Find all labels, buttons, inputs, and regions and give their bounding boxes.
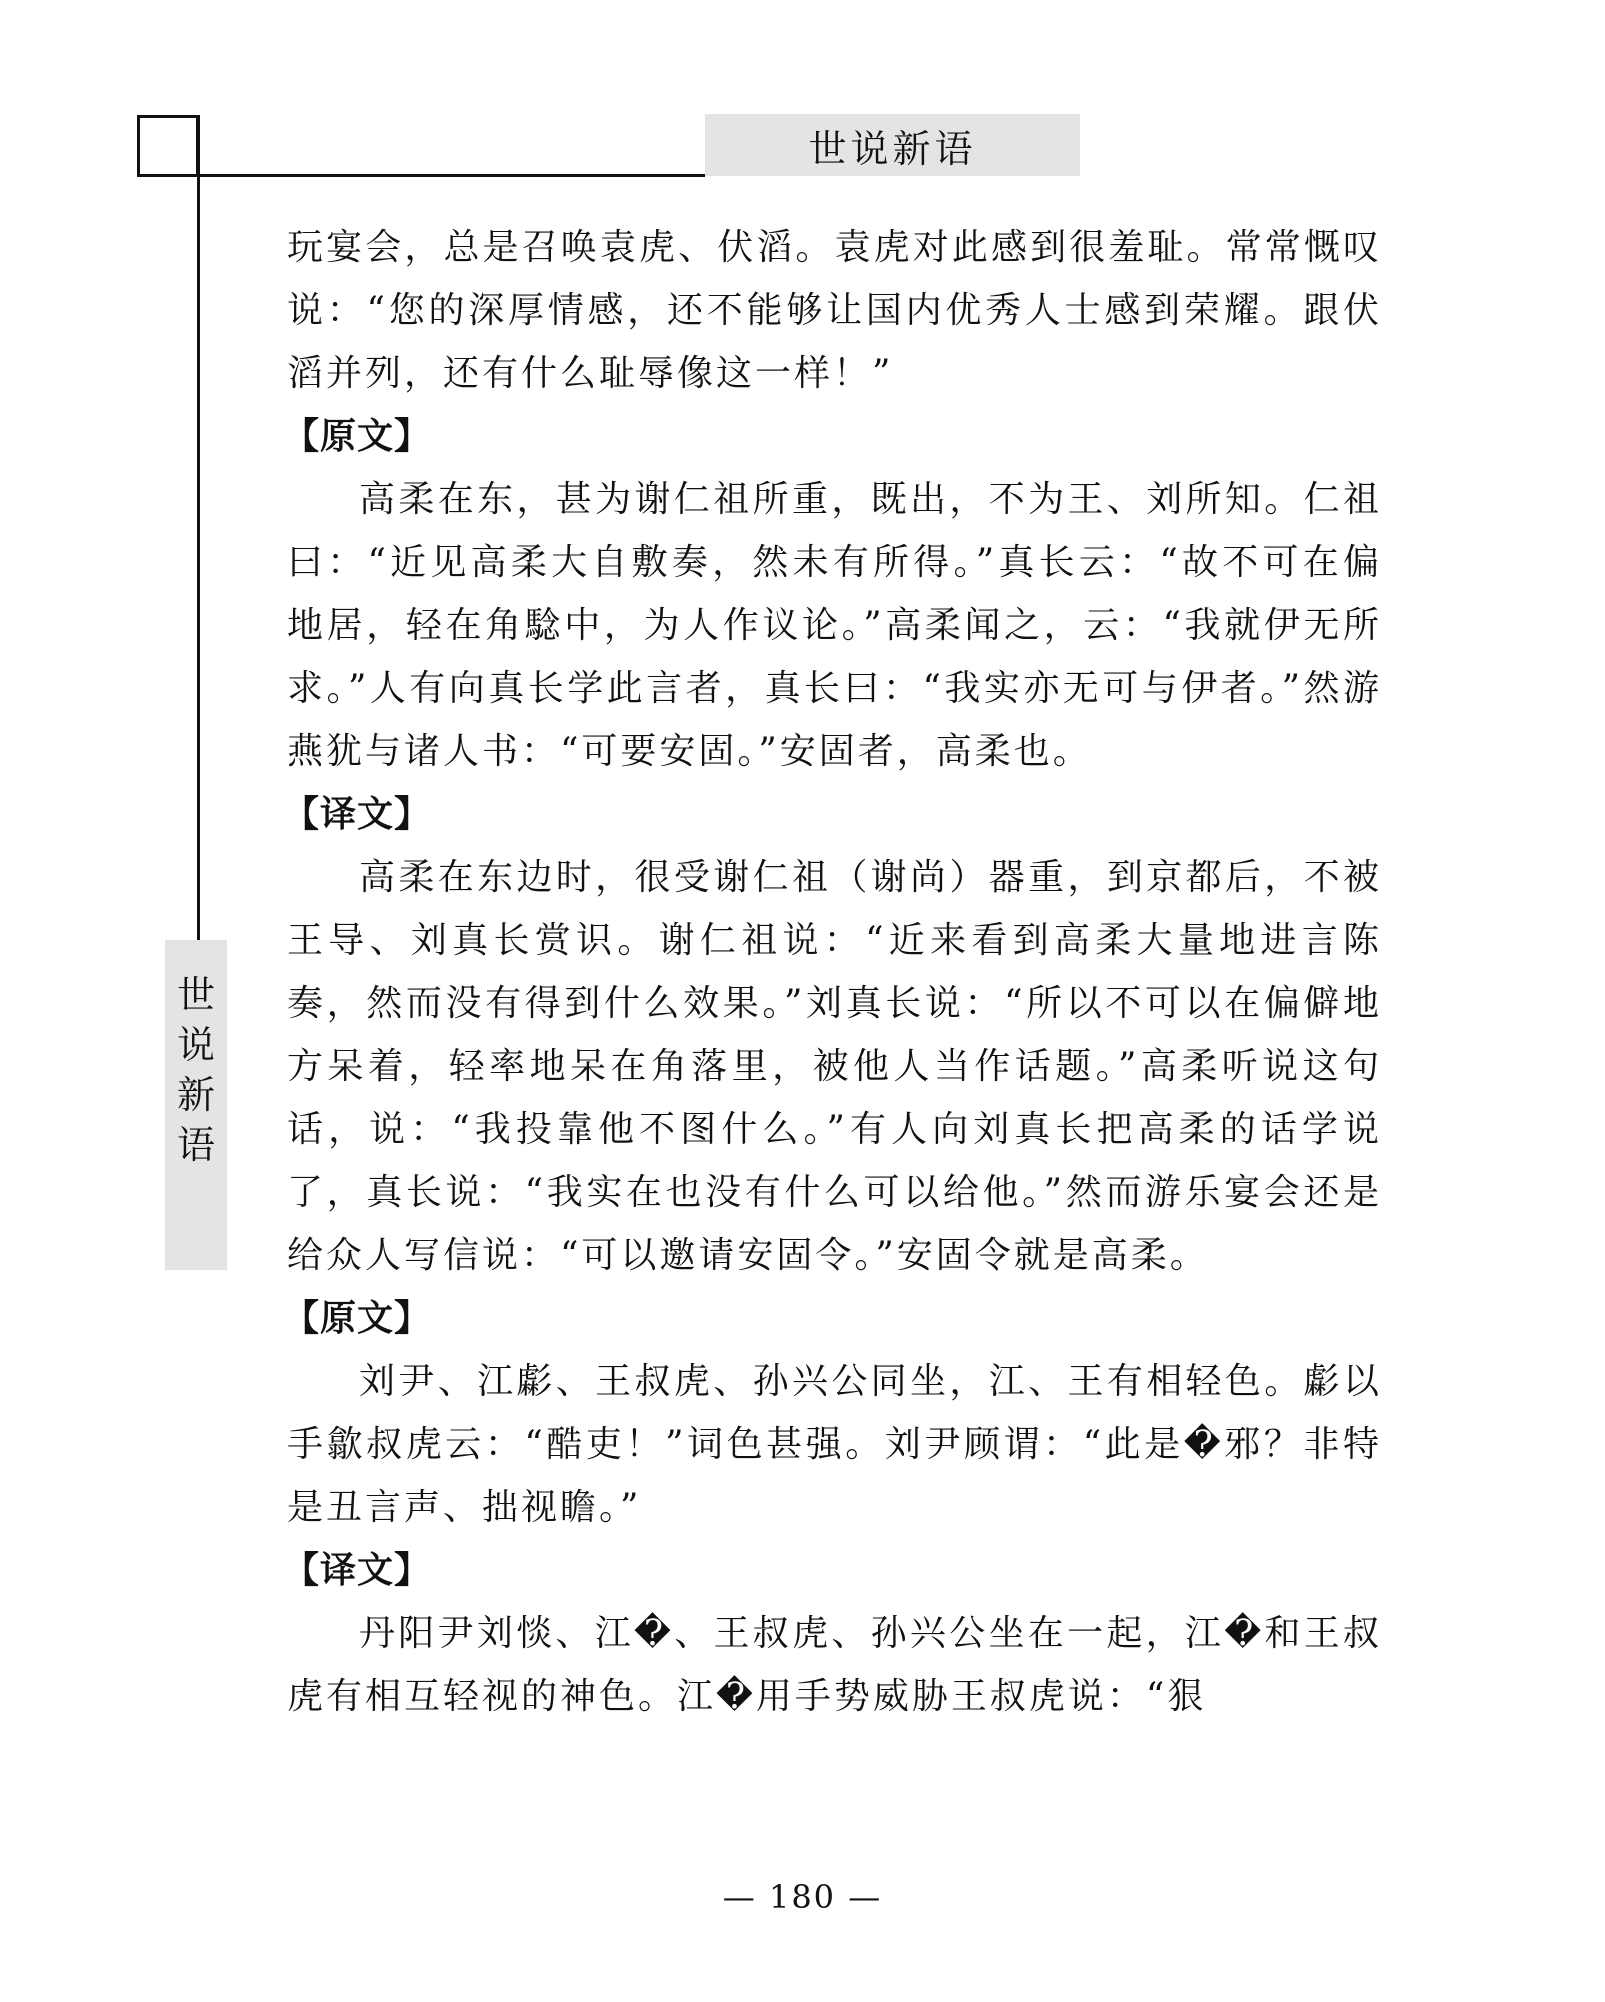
translation-paragraph: 丹阳尹刘惔、江�、王叔虎、孙兴公坐在一起，江�和王叔虎有相互轻视的神色。江�用手势威胁王叔虎说：“狠 [287,1613,1382,1717]
side-tab-char: 新 [176,1073,215,1117]
header-rule [137,174,705,177]
margin-vertical-rule [197,115,200,940]
running-header-title-text: 世说新语 [808,126,977,171]
translation-paragraph-continued: 玩宴会，总是召唤袁虎、伏滔。袁虎对此感到很羞耻。常常慨叹说：“您的深厚情感，还不能够让国内优秀人士感到荣耀。跟伏滔并列，还有什么耻辱像这一样！” [287,227,1382,394]
original-text-paragraph: 高柔在东，甚为谢仁祖所重，既出，不为王、刘所知。仁祖曰：“近见高柔大自敷奏，然未有所得。”真长云：“故不可在偏地居，轻在角騐中，为人作议论。”高柔闻之，云：“我就伊无所求。”人有向真长学此言者，真长曰：“我实亦无可与伊者。”然游燕犹与诸人书：“可要安固。”安固者，高柔也。 [287,479,1382,772]
section-heading-original: 【原文】 [283,416,432,457]
header-corner-box [137,115,199,177]
side-tab-book-title [165,940,227,1270]
page-number: — 180 — [722,1878,883,1916]
page-body [283,216,1382,1728]
running-header-title [705,114,1080,176]
side-tab-char: 世 [176,973,215,1017]
translation-paragraph: 高柔在东边时，很受谢仁祖（谢尚）器重，到京都后，不被王导、刘真长赏识。谢仁祖说：“近来看到高柔大量地进言陈奏，然而没有得到什么效果。”刘真长说：“所以不可以在偏僻地方呆着，轻率地呆在角落里，被他人当作话题。”高柔听说这句话，说：“我投靠他不图什么。”有人向刘真长把高柔的话学说了，真长说：“我实在也没有什么可以给他。”然而游乐宴会还是给众人写信说：“可以邀请安固令。”安固令就是高柔。 [287,857,1382,1276]
section-heading-translation: 【译文】 [283,794,432,835]
side-tab-char: 说 [176,1023,215,1067]
section-heading-original: 【原文】 [283,1298,432,1339]
original-text-paragraph: 刘尹、江虨、王叔虎、孙兴公同坐，江、王有相轻色。虨以手歙叔虎云：“酷吏！”词色甚强。刘尹顾谓：“此是�邪？非特是丑言声、拙视瞻。” [287,1361,1382,1528]
section-heading-translation: 【译文】 [283,1550,432,1591]
side-tab-char: 语 [176,1123,215,1167]
